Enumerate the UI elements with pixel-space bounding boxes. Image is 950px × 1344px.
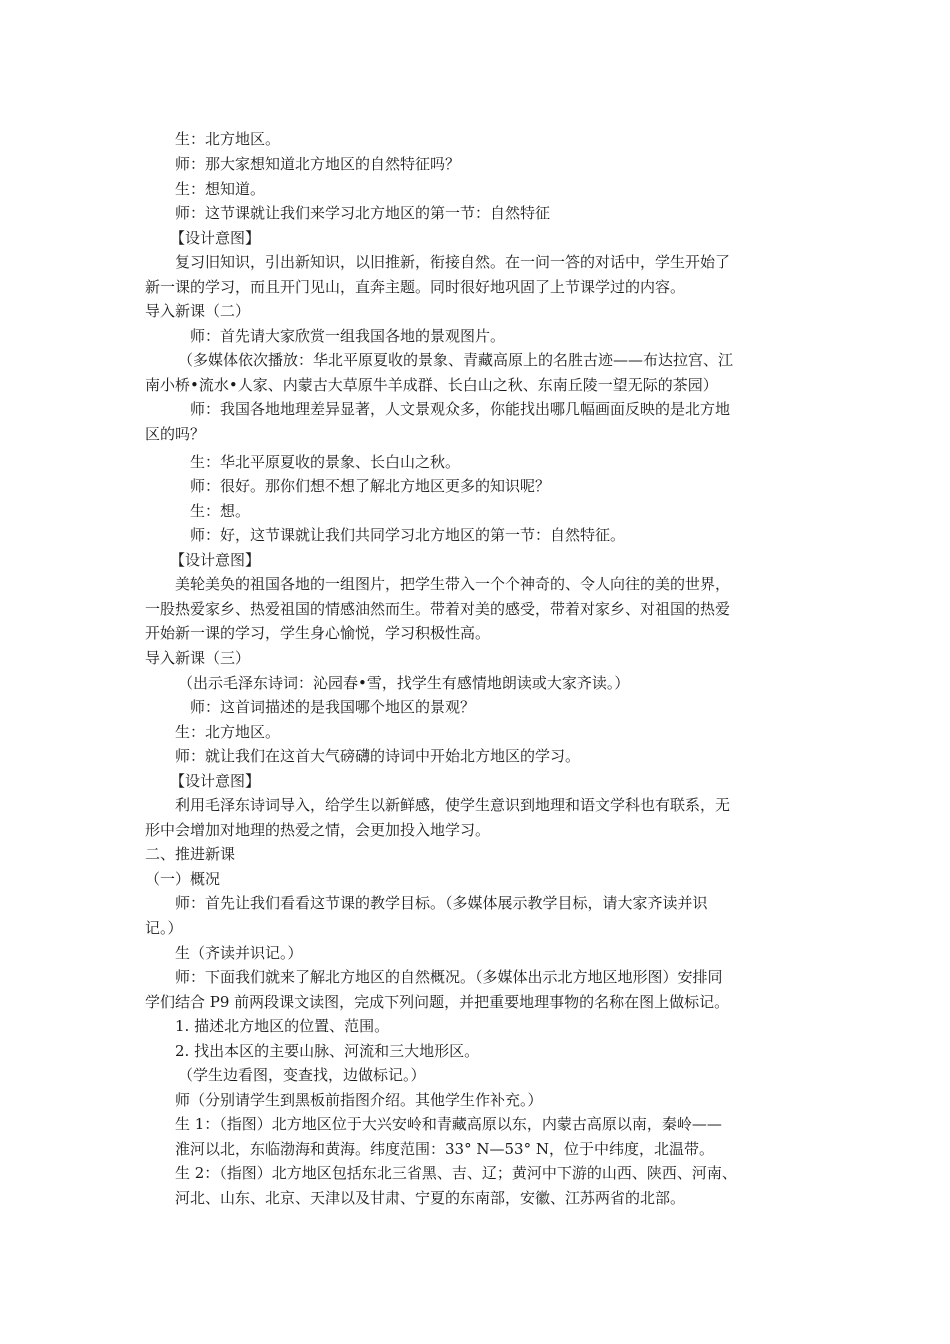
- text-line: （多媒体依次播放：华北平原夏收的景象、青藏高原上的名胜古迹——布达拉宫、江: [178, 351, 734, 369]
- text-line: 一股热爱家乡、热爱祖国的情感油然而生。带着对美的感受，带着对家乡、对祖国的热爱: [145, 600, 731, 618]
- text-line: 师：很好。那你们想不想了解北方地区更多的知识呢？: [190, 477, 551, 495]
- list-item: 1. 描述北方地区的位置、范围。: [175, 1017, 390, 1035]
- text-line: 开始新一课的学习，学生身心愉悦，学习积极性高。: [145, 624, 491, 642]
- text-line: 师：好，这节课就让我们共同学习北方地区的第一节：自然特征。: [190, 526, 626, 544]
- text-line: 区的吗？: [145, 425, 206, 443]
- text-line: 师：下面我们就来了解北方地区的自然概况。（多媒体出示北方地区地形图）安排同: [175, 968, 723, 986]
- text-line: 师：这首词描述的是我国哪个地区的景观？: [190, 698, 476, 716]
- text-line: 师（分别请学生到黑板前指图介绍。其他学生作补充。）: [175, 1091, 543, 1109]
- text-line: 师：我国各地地理差异显著，人文景观众多，你能找出哪几幅画面反映的是北方地: [190, 400, 731, 418]
- text-line: 记。）: [145, 919, 183, 937]
- text-line: 生 1：（指图）北方地区位于大兴安岭和青藏高原以东，内蒙古高原以南，秦岭——: [175, 1115, 722, 1133]
- text-line: 学们结合 P9 前两段课文读图，完成下列问题，并把重要地理事物的名称在图上做标记。: [145, 993, 730, 1011]
- section-heading: 导入新课（三）: [145, 649, 251, 667]
- text-line: 新一课的学习，而且开门见山，直奔主题。同时很好地巩固了上节课学过的内容。: [145, 278, 686, 296]
- section-heading: 【设计意图】: [170, 772, 261, 790]
- text-line: 生：想。: [190, 502, 251, 520]
- text-line: 师：首先请大家欣赏一组我国各地的景观图片。: [190, 327, 506, 345]
- list-item: 2. 找出本区的主要山脉、河流和三大地形区。: [175, 1042, 480, 1060]
- text-line: （学生边看图，变查找，边做标记。）: [178, 1066, 426, 1084]
- section-heading: 【设计意图】: [170, 551, 261, 569]
- text-line: 形中会增加对地理的热爱之情，会更加投入地学习。: [145, 821, 491, 839]
- text-line: 生：想知道。: [175, 180, 266, 198]
- text-line: 淮河以北，东临渤海和黄海。纬度范围：33° N—53° N，位于中纬度，北温带。: [175, 1140, 714, 1158]
- text-line: 师：这节课就让我们来学习北方地区的第一节：自然特征: [175, 204, 551, 222]
- text-line: 生：华北平原夏收的景象、长白山之秋。: [190, 453, 461, 471]
- text-line: （出示毛泽东诗词：沁园春•雪，找学生有感情地朗读或大家齐读。）: [178, 674, 630, 692]
- text-line: 利用毛泽东诗词导入，给学生以新鲜感，使学生意识到地理和语文学科也有联系，无: [175, 796, 731, 814]
- text-line: 生 2：（指图）北方地区包括东北三省黑、吉、辽；黄河中下游的山西、陕西、河南、: [175, 1164, 737, 1182]
- text-line: 师：那大家想知道北方地区的自然特征吗？: [175, 155, 461, 173]
- text-line: 复习旧知识，引出新知识，以旧推新，衔接自然。在一问一答的对话中，学生开始了: [175, 253, 731, 271]
- text-line: 美轮美奂的祖国各地的一组图片，把学生带入一个个神奇的、令人向往的美的世界，: [175, 575, 731, 593]
- text-line: 师：就让我们在这首大气磅礴的诗词中开始北方地区的学习。: [175, 747, 581, 765]
- text-line: 南小桥•流水•人家、内蒙古大草原牛羊成群、长白山之秋、东南丘陵一望无际的茶园）: [145, 376, 718, 394]
- text-line: 生：北方地区。: [175, 723, 281, 741]
- section-heading: 【设计意图】: [170, 229, 261, 247]
- text-line: 师：首先让我们看看这节课的教学目标。（多媒体展示教学目标，请大家齐读并识: [175, 894, 708, 912]
- text-line: 生（齐读并识记。）: [175, 944, 303, 962]
- section-heading: （一）概况: [145, 870, 221, 888]
- section-heading: 导入新课（二）: [145, 302, 251, 320]
- section-heading: 二、推进新课: [145, 845, 236, 863]
- text-line: 生：北方地区。: [175, 130, 281, 148]
- text-line: 河北、山东、北京、天津以及甘肃、宁夏的东南部，安徽、江苏两省的北部。: [175, 1189, 686, 1207]
